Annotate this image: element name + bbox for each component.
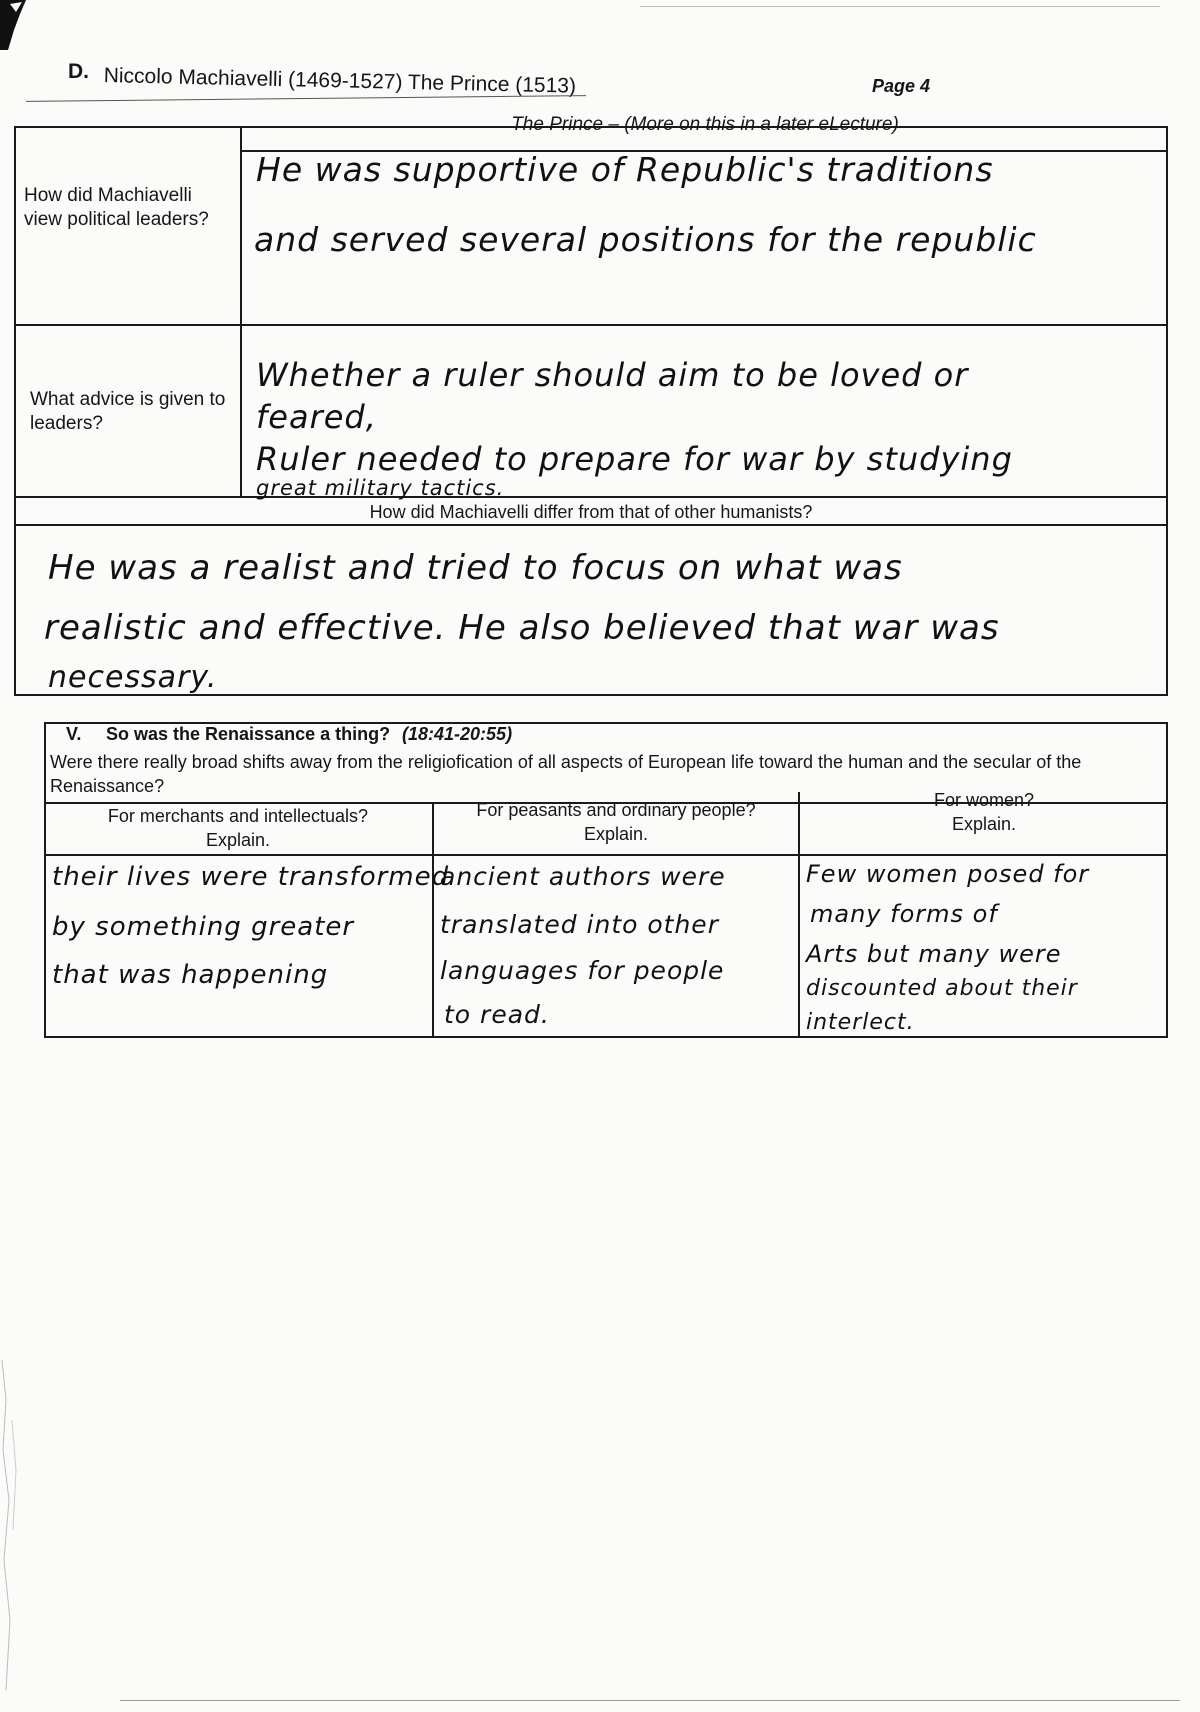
answer-women-line-5: interlect.	[806, 1010, 915, 1035]
answer-merchants-line-2: by something greater	[52, 912, 355, 942]
question-differ: How did Machiavelli differ from that of other humanists?	[369, 502, 813, 522]
scan-edge-noise	[0, 1360, 40, 1710]
top-scan-edge	[640, 6, 1160, 7]
question-column-divider	[240, 126, 242, 496]
answer-women-line-2: many forms of	[810, 900, 998, 928]
answer-view-leaders-line-1: He was supportive of Republic's traditions	[256, 150, 994, 189]
answer-peasants-line-1: ancient authors were	[440, 862, 726, 891]
answer-advice-line-1: Whether a ruler should aim to be loved or	[256, 356, 969, 394]
answer-peasants-line-3: languages for people	[440, 956, 725, 985]
column-explain-women: Explain.	[951, 814, 1017, 834]
answer-advice-line-2: feared,	[256, 398, 377, 436]
column-explain-merchants: Explain.	[205, 830, 271, 850]
answer-differ-line-1: He was a realist and tried to focus on what was	[48, 548, 903, 588]
section-v-title: So was the Renaissance a thing?	[106, 724, 391, 744]
prince-table-caption: The Prince – (More on this in a later eLecture)	[511, 114, 899, 135]
answer-merchants-line-1: their lives were transformed	[52, 862, 450, 892]
column-header-merchants: For merchants and intellectuals?	[107, 806, 369, 826]
question-view-leaders: How did Machiavelli view political leaders?	[24, 185, 209, 230]
answer-differ-line-2: realistic and effective. He also believed that war was	[44, 608, 1000, 648]
section-v-number: V.	[66, 724, 82, 744]
answer-women-line-3: Arts but many were	[806, 940, 1062, 968]
section-letter: D.	[68, 60, 89, 83]
question-advice: What advice is given to leaders?	[30, 389, 226, 434]
section-title: Niccolo Machiavelli (1469-1527) The Prince (1513)	[103, 64, 577, 98]
row-divider-3	[14, 524, 1168, 526]
column-explain-peasants: Explain.	[583, 824, 649, 844]
section-v-question: Were there really broad shifts away from the religiofication of all aspects of European life toward the human and the secular of the Renaissance?	[50, 752, 1082, 796]
answer-view-leaders-line-2: and served several positions for the republic	[254, 220, 1037, 259]
column-header-peasants: For peasants and ordinary people?	[476, 800, 756, 820]
answer-peasants-line-2: translated into other	[440, 910, 719, 939]
answer-differ-line-3: necessary.	[48, 660, 218, 695]
bottom-scan-edge	[120, 1700, 1180, 1701]
page-label: Page 4	[872, 76, 931, 96]
answer-women-line-4: discounted about their	[806, 976, 1078, 1001]
answer-women-line-1: Few women posed for	[806, 860, 1090, 888]
answer-peasants-line-4: to read.	[444, 1000, 550, 1029]
row-divider-1	[14, 324, 1168, 326]
answer-advice-line-4: great military tactics.	[256, 476, 505, 500]
column-header-women: For women?	[933, 790, 1035, 810]
corner-ink-mark	[0, 0, 28, 52]
header-rule	[26, 95, 586, 102]
answer-merchants-line-3: that was happening	[52, 960, 329, 990]
answer-advice-line-3: Ruler needed to prepare for war by studying	[256, 440, 1013, 478]
column-header-rule	[44, 854, 1168, 856]
row-divider-2	[14, 496, 1168, 498]
section-v-time-range: (18:41-20:55)	[402, 724, 513, 744]
